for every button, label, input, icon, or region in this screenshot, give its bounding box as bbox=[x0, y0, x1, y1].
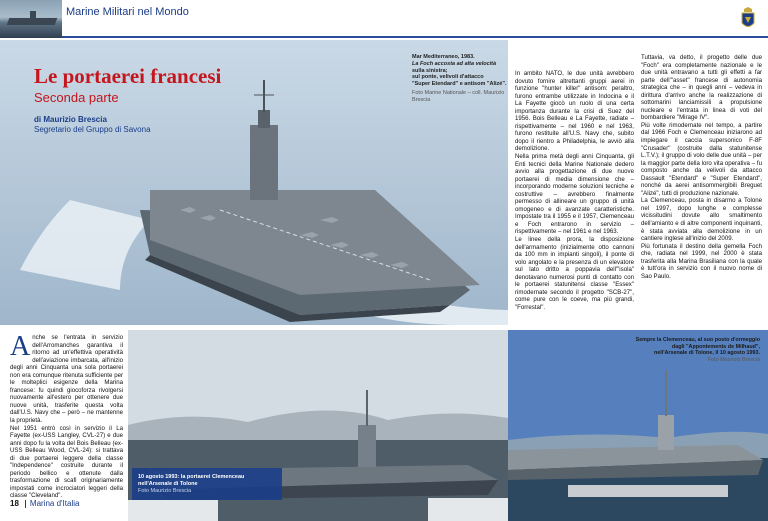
hero-caption-line: La Foch accosta ad alta velocità bbox=[412, 60, 497, 67]
caption-text: 10 agosto 1993: la portaerei Clemenceau nell'Arsenale di Tolone bbox=[138, 474, 245, 487]
article-subtitle: Seconda parte bbox=[34, 90, 119, 105]
byline bbox=[34, 115, 151, 135]
paragraph: nche se l'entrata in servizio dell'Arromanches garantiva il ritorno ad un'effettiva operatività dell'aviazione imbarcata, all'inizio degli anni Cinquanta una sola portaerei non era comunque ritenuta sufficiente per le molteplici esigenze della Marina francese: fu quindi giocoforza rivolgersi nuovamente all'estero per ottenere due nuove unità, trasferite questa volta dall'U.S. Navy che – però – ne mantenne la proprietà. bbox=[10, 334, 123, 425]
paragraph: Più volte rimodernate nel tempo, a partire dal 1966 Foch e Clemenceau iniziarono ad impiegare il caccia supersonico F-8F "Crusader" (costruite dalla statunitense L.T.V.); il gruppo di volo delle due unità – per la maggior parte della loro vita operativa – fu composto anche da velivoli da attacco Dassault "Etendard" e "Super Etendard", nonché da aerei antisommergibili Breguet "Alizé", tutti di produzione nazionale. bbox=[641, 121, 762, 197]
page-footer bbox=[10, 499, 79, 508]
footer-divider bbox=[25, 500, 26, 508]
magazine-name: Marina d'Italia bbox=[29, 499, 80, 508]
author-prefix: di bbox=[34, 115, 44, 124]
paragraph: Nella prima metà degli anni Cinquanta, gli Enti tecnici della Marine Nationale dedero avvio alla progettazione di due nuove portaerei di media dimensione che – incorporando moderne soluzioni tecniche e costruttive – avrebbero finalmente permesso di allineare un gruppo di unità omogeneo e di avanzate caratteristiche. Impostate tra il 1955 e il 1957, Clemenceau e Foch entrarono in servizio – rispettivamente – nel 1961 e nel 1963. bbox=[515, 153, 634, 236]
page-number: 18 bbox=[10, 499, 19, 508]
caption-credit: Foto Maurizio Brescia bbox=[707, 356, 760, 363]
drop-cap: A bbox=[10, 331, 31, 362]
caption-line: nell'Arsenale di Tolone, il 10 agosto 1993. bbox=[653, 350, 760, 357]
caption-line: dagli "Appontements de Milhaud", bbox=[671, 343, 760, 350]
header-thumbnail-photo bbox=[0, 0, 62, 38]
hero-caption-line: sul ponte, velivoli d'attacco bbox=[412, 74, 484, 81]
lower-left-photo-caption bbox=[132, 468, 282, 500]
text-column-3 bbox=[10, 331, 123, 500]
caption-credit: Foto Maurizio Brescia bbox=[138, 488, 192, 494]
paragraph: In ambito NATO, le due unità avrebbero dovuto fornire altrettanti gruppi aerei in funzione "hunter killer" antisom: peraltro, furono entrambe utilizzate in Indocina e il La Fayette giocò un ruolo di una certa importanza durante la crisi di Suez del 1956. Bois Belleau e La Fayette, radiate – rispettivamente – nel 1960 e nel 1963, furono restituite all'U.S. Navy che, subito dopo il rientro a Philadelphia, le avviò alla demolizione. bbox=[515, 70, 634, 153]
paragraph: Tuttavia, va detto, il progetto delle due "Foch" era completamente nazionale e le due unità entravano a tutti gli effetti a far parte dell'"asset" francese di autonomia strategica che – in quegli anni – vedeva in dirittura d'arrivo anche la realizzazione di sottomarini lanciamissili a propulsione nucleare e l'entrata in linea di voti del bombardiere "Mirage IV". bbox=[641, 54, 762, 122]
paragraph: Più fortunata il destino della gemella Foch che, radiata nel 1999, nel 2000 è stata trasferita alla Marina Brasiliana con la quale è tutt'ora in servizio con il nuovo nome di Sao Paulo. bbox=[641, 242, 762, 280]
hero-caption-line: "Super Etendard" e antisom "Alizé". bbox=[412, 81, 507, 88]
paragraph: La Clemenceau, posta in disarmo a Tolone nel 1997, dopo lunghe e complesse vicissitudini dovute allo smaltimento dell'amianto e di altre componenti inquinanti, è stata avviata alla demolizione in un cantiere inglese all'inizio del 2009. bbox=[641, 197, 762, 243]
paragraph: Le linee della prora, la disposizione dell'armamento (inizialmente otto cannoni da 100 mm in impianti singoli), il ponte di volo angolato e la presenza di un elevatore sul lato dritto a poppavia dell'"isola" denotavano numerosi punti di contatto con le portaerei statunitensi classe "Essex" rimodernate secondo il progetto "SCB-27", come pure con le coeve, ma più grandi, "Forrestal". bbox=[515, 236, 634, 311]
article-title: Le portaerei francesi bbox=[34, 64, 222, 88]
lower-right-photo-caption bbox=[600, 337, 760, 363]
author-name: Maurizio Brescia bbox=[43, 115, 107, 124]
header-rule bbox=[62, 36, 768, 38]
text-column-1 bbox=[515, 70, 634, 312]
navy-crest-icon bbox=[740, 7, 756, 31]
author-role: Segretario del Gruppo di Savona bbox=[34, 125, 151, 134]
text-column-2 bbox=[641, 54, 762, 280]
hero-caption bbox=[412, 54, 508, 104]
paragraph: Nel 1951 entrò così in servizio il La Fayette (ex-USS Langley, CVL-27) e due anni dopo fu la volta del Bois Belleau (ex-USS Belleau Wood, CVL-24): si trattava di due portaerei leggere della classe "Independence" costruite durante il periodo bellico e ottenute dalla trasformazione di scafi originariamente impostati come incrociatori leggeri della classe "Cleveland". bbox=[10, 424, 123, 500]
hero-caption-credit: Foto Marine Nationale – coll. Maurizio Brescia bbox=[412, 89, 505, 103]
caption-line: Sempre la Clemenceau, al suo posto d'ormeggio bbox=[635, 337, 760, 343]
hero-caption-line: Mar Mediterraneo, 1983. bbox=[412, 54, 475, 60]
hero-caption-line: sulla sinistra; bbox=[412, 67, 448, 74]
article-heading bbox=[34, 64, 221, 105]
section-title: Marine Militari nel Mondo bbox=[66, 6, 189, 18]
